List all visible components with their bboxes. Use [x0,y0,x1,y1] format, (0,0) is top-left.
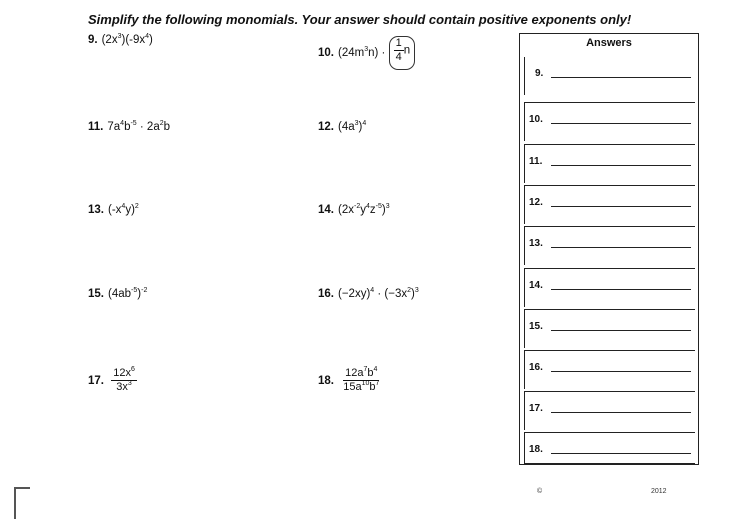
exponent: 4 [145,33,150,40]
expr-part: )(-9x [121,34,146,46]
exponent: -2 [141,287,148,294]
copyright-year: 2012 [651,488,667,495]
expr-part: 3x [116,381,128,393]
problem-number: 17. [88,374,104,387]
exponent: 3 [117,33,122,40]
exponent: 3 [414,287,419,294]
problem-10 [318,36,415,70]
expr-part: ) [149,34,153,46]
expr-part: b [163,121,171,133]
fraction [394,37,404,64]
fraction [111,367,137,394]
answer-line[interactable] [551,330,691,331]
answer-row-12[interactable] [524,185,695,224]
exponent: 3 [364,46,369,54]
problem-number: 11. [88,121,104,133]
exponent: 4 [121,203,126,210]
exponent: 3 [127,380,132,387]
exponent: 4 [120,120,125,127]
problem-18 [318,367,381,394]
answers-box [519,33,699,465]
problem-13 [88,203,139,217]
expr-part: y [360,204,366,216]
exponent: -5 [131,287,138,294]
problem-number: 18. [318,374,334,387]
exponent: 6 [130,366,135,373]
expr-part: 12x [113,367,131,379]
answer-line[interactable] [551,123,691,124]
answer-line[interactable] [551,165,691,166]
problem-9 [88,33,153,47]
numerator: 1 [395,37,402,49]
expr-part: 7a [107,121,121,133]
answer-row-11[interactable] [524,144,695,183]
answer-line[interactable] [551,412,691,413]
problem-number: 16. [318,288,334,300]
numerator [343,367,379,381]
answer-label: 18. [529,444,543,455]
answers-title: Answers [586,37,632,49]
answer-label: 14. [529,280,543,291]
problem-15 [88,287,147,301]
exponent: 4 [370,287,375,294]
exponent: 4 [365,203,370,210]
answer-row-10[interactable] [524,102,695,141]
answer-line[interactable] [551,77,691,78]
problem-number: 15. [88,288,104,300]
expr-part: ) [411,288,415,300]
exponent: -2 [353,203,361,210]
answer-row-18[interactable] [524,432,695,464]
problem-number: 9. [88,34,98,46]
expr-part: (4a [338,121,355,133]
answer-label: 17. [529,403,543,414]
answer-row-17[interactable] [524,391,695,430]
exponent: 3 [385,203,390,210]
expr-part: ) [137,288,142,300]
answer-label: 9. [535,68,544,79]
exponent: 4 [362,120,367,127]
numerator [111,367,137,381]
crop-corner-mark [14,487,30,519]
answer-line[interactable] [551,289,691,290]
expr-part: 12a [345,367,364,379]
answer-row-16[interactable] [524,350,695,389]
answer-line[interactable] [551,371,691,372]
problem-number: 13. [88,204,104,216]
expr-part: · (−3x [374,288,408,300]
worksheet-instructions: Simplify the following monomials. Your answer should contain positive exponents only! [88,12,632,27]
exponent: 3 [354,120,359,127]
answer-label: 15. [529,321,543,332]
expr-part: 15a [343,381,362,393]
expr-part: (-x [108,204,122,216]
exponent: -5 [130,120,137,127]
problem-17 [88,367,137,394]
problem-11 [88,120,170,134]
answer-label: 16. [529,362,543,373]
expr-part: (2x [338,204,354,216]
problem-14 [318,203,390,217]
parenthesized-fraction [389,36,416,70]
answer-line[interactable] [551,247,691,248]
denominator [341,381,381,394]
exponent: -5 [375,203,382,210]
expr-part: n) · [368,47,386,60]
expr-part: n [403,44,411,57]
exponent: 2 [407,287,412,294]
denominator [114,381,134,394]
answer-label: 13. [529,238,543,249]
denominator: 4 [395,51,402,63]
expr-part: · 2a [136,121,160,133]
exponent: 4 [373,366,378,373]
expr-part: (−2xy) [338,288,371,300]
problem-12 [318,120,366,134]
expr-part: (24m [338,47,365,60]
exponent: 7 [375,380,380,387]
answer-row-15[interactable] [524,309,695,348]
expr-part: y) [125,204,135,216]
exponent: 10 [361,380,370,387]
exponent: 2 [159,120,164,127]
exponent: 2 [134,203,139,210]
expr-part: ) [381,204,386,216]
copyright-symbol: © [537,488,543,495]
answer-line[interactable] [551,206,691,207]
expr-part: b [124,121,131,133]
expr-part: ) [358,121,363,133]
answer-line[interactable] [551,453,691,454]
problem-number: 12. [318,121,334,133]
problem-16 [318,287,419,301]
expr-part: b [369,381,376,393]
problem-number: 10. [318,47,334,60]
answer-row-9[interactable] [524,57,695,95]
answer-row-13[interactable] [524,226,695,265]
expr-part: b [367,367,374,379]
expr-part: (2x [101,34,118,46]
fraction [341,367,381,394]
expr-part: z [369,204,376,216]
problem-number: 14. [318,204,334,216]
answer-label: 12. [529,197,543,208]
answer-label: 10. [529,114,543,125]
exponent: 7 [363,366,368,373]
answer-label: 11. [529,156,543,167]
expr-part: (4ab [108,288,132,300]
answer-row-14[interactable] [524,268,695,307]
